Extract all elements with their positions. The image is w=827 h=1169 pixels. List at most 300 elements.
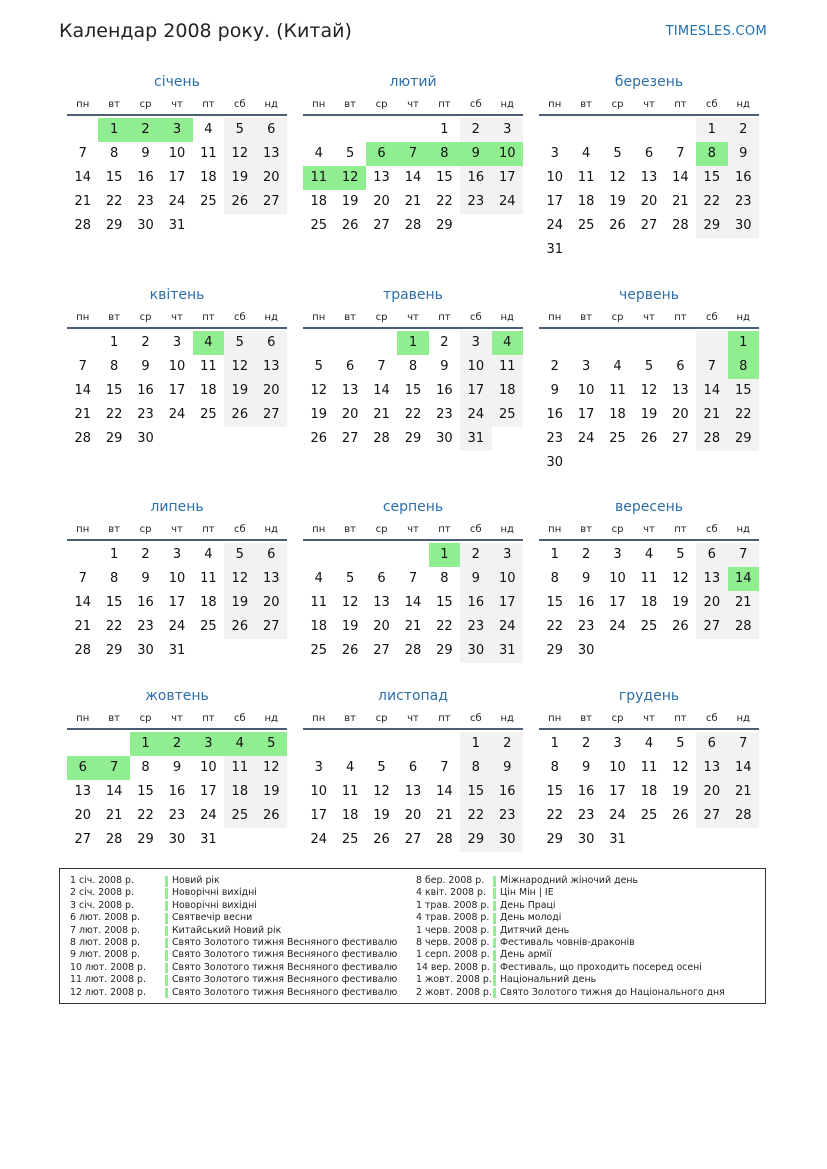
day-cell: 31 [460,427,491,451]
day-cell: 28 [105,832,123,847]
day-cell: 9 [550,383,559,398]
day-cell: 22 [696,190,727,214]
day-cell: 15 [105,170,123,185]
weekday-label: чт [407,713,419,724]
day-cell: 24 [460,403,491,427]
day-cell: 7 [728,732,759,756]
empty-cell [665,331,696,355]
day-cell: 9 [492,756,523,780]
legend-date: 8 лют. 2008 р. [70,936,141,948]
weekday-label: пт [202,312,215,323]
month-name: травень [383,287,443,303]
day-cell: 8 [109,359,119,374]
legend-marker [165,901,168,912]
day-cell: 22 [105,407,123,422]
weekday-header [67,710,287,730]
day-cell: 20 [640,194,658,209]
weekday-header [303,96,523,116]
day-cell: 21 [436,808,453,823]
day-cell: 18 [224,780,255,804]
day-cell: 23 [546,431,563,446]
day-cell: 30 [577,643,595,658]
day-cell: 10 [609,760,626,775]
weekday-label: сб [705,99,718,110]
day-cell: 9 [581,760,591,775]
day-cell: 1 [109,547,119,562]
month-11 [303,686,523,852]
day-cell: 17 [168,595,186,610]
day-cell: 24 [609,808,626,823]
day-cell: 23 [137,619,154,634]
weekday-label: пн [548,524,562,535]
day-cell: 30 [492,828,523,852]
day-cell: 5 [256,732,287,756]
month-name: вересень [614,499,684,515]
day-cell: 26 [373,832,390,847]
weekday-label: вт [580,312,592,323]
weekday-label: пн [548,99,562,110]
month-10 [67,686,287,852]
day-cell: 3 [193,732,224,756]
day-cell: 10 [577,383,595,398]
legend-holiday-name: День Праці [500,899,556,911]
day-cell: 16 [168,784,186,799]
day-cell: 28 [74,431,91,446]
day-cell: 7 [728,543,759,567]
weekday-label: ср [611,524,624,535]
legend-marker [165,876,168,887]
day-cell: 20 [256,591,287,615]
weekday-label: пн [76,713,90,724]
weekday-label: ср [375,524,388,535]
day-cell: 1 [550,547,559,562]
day-cell: 22 [436,194,453,209]
day-cell: 26 [341,643,359,658]
weekday-label: ср [611,713,624,724]
day-cell: 15 [436,595,453,610]
day-cell: 13 [256,355,287,379]
legend-row [70,875,410,887]
legend-marker [493,926,496,937]
weekday-label: пн [76,99,90,110]
day-cell: 4 [345,760,355,775]
day-cell: 8 [550,571,559,586]
month-name: січень [154,74,200,90]
legend-holiday-name: Святвечір весни [172,912,253,924]
day-cell: 8 [696,142,727,166]
day-cell: 23 [137,407,154,422]
empty-cell [397,732,428,756]
day-cell: 22 [105,194,123,209]
day-cell: 27 [256,190,287,214]
day-cell: 7 [397,142,428,166]
month-name: березень [614,74,684,90]
day-cell: 10 [310,784,327,799]
day-cell: 9 [581,571,591,586]
day-cell: 9 [460,567,491,591]
day-cell: 11 [640,571,658,586]
day-cell: 17 [492,166,523,190]
day-cell: 26 [640,431,658,446]
day-cell: 21 [74,194,91,209]
day-cell: 5 [314,359,323,374]
day-cell: 16 [436,383,453,398]
day-cell: 18 [200,170,217,185]
day-cell: 2 [141,335,150,350]
weekday-label: пт [202,524,215,535]
day-cell: 24 [609,619,626,634]
day-cell: 2 [581,547,591,562]
day-cell: 23 [577,619,595,634]
legend-date: 1 січ. 2008 р. [70,875,134,886]
weekday-label: сб [233,312,246,323]
day-cell: 12 [609,170,626,185]
day-cell: 18 [492,379,523,403]
weekday-label: сб [469,312,482,323]
day-cell: 24 [492,615,523,639]
day-cell: 14 [404,170,422,185]
legend-marker [165,988,168,999]
day-cell: 13 [696,567,727,591]
day-cell: 25 [200,194,217,209]
day-cell: 3 [172,547,182,562]
empty-cell [334,732,365,756]
weekday-label: пн [312,524,326,535]
day-cell: 29 [696,214,727,238]
day-cell: 7 [377,359,386,374]
weekday-label: чт [407,99,419,110]
day-cell: 11 [200,571,217,586]
day-cell: 19 [640,407,658,422]
legend-marker [493,901,496,912]
day-cell: 22 [728,403,759,427]
weekday-label: ср [139,99,152,110]
day-cell: 3 [550,146,559,161]
days-grid [539,732,759,852]
weekday-label: чт [171,312,183,323]
day-cell: 29 [546,643,563,658]
day-cell: 8 [460,756,491,780]
site-link[interactable]: TIMESLES.COM [665,24,767,39]
month-8 [303,497,523,663]
legend-row [416,937,761,949]
day-cell: 1 [696,118,727,142]
day-cell: 10 [492,142,523,166]
legend-holiday-name: Свято Золотого тижня Весняного фестивалю [172,974,398,986]
legend-marker [165,963,168,974]
day-cell: 14 [74,170,91,185]
legend-date: 2 жовт. 2008 р. [416,986,492,998]
legend-holiday-name: Свято Золотого тижня Весняного фестивалю [172,961,398,973]
day-cell: 2 [130,118,161,142]
month-name: червень [618,287,680,303]
day-cell: 18 [310,619,327,634]
day-cell: 4 [644,547,654,562]
day-cell: 10 [200,760,217,775]
day-cell: 21 [728,591,759,615]
day-cell: 30 [577,832,595,847]
day-cell: 18 [609,407,626,422]
day-cell: 8 [408,359,418,374]
day-cell: 28 [728,615,759,639]
month-12 [539,686,759,852]
day-cell: 9 [141,571,150,586]
day-cell: 17 [492,591,523,615]
day-cell: 23 [168,808,186,823]
day-cell: 25 [577,218,595,233]
day-cell: 12 [224,355,255,379]
day-cell: 14 [728,756,759,780]
weekday-header [303,309,523,329]
day-cell: 5 [613,146,622,161]
weekday-label: пн [548,312,562,323]
day-cell: 14 [436,784,453,799]
day-cell: 5 [224,543,255,567]
day-cell: 15 [105,383,123,398]
empty-cell [602,331,633,355]
month-9 [539,497,759,663]
legend-row [70,949,410,961]
day-cell: 13 [640,170,658,185]
day-cell: 9 [141,359,150,374]
day-cell: 29 [728,427,759,451]
day-cell: 16 [728,166,759,190]
weekday-label: чт [171,524,183,535]
day-cell: 29 [105,431,123,446]
empty-cell [67,732,98,756]
day-cell: 10 [168,359,186,374]
day-cell: 19 [373,808,390,823]
day-cell: 21 [373,407,390,422]
empty-cell [98,732,129,756]
weekday-label: пн [312,713,326,724]
legend-date: 4 трав. 2008 р. [416,912,490,924]
day-cell: 21 [672,194,689,209]
day-cell: 3 [613,736,622,751]
day-cell: 16 [546,407,563,422]
day-cell: 12 [672,760,689,775]
day-cell: 17 [546,194,563,209]
day-cell: 12 [334,166,365,190]
day-cell: 19 [256,780,287,804]
legend-row [416,962,761,974]
day-cell: 8 [141,760,150,775]
month-name: жовтень [145,688,209,704]
day-cell: 10 [546,170,563,185]
day-cell: 14 [74,383,91,398]
day-cell: 17 [609,595,626,610]
empty-cell [633,118,664,142]
days-grid [67,543,287,663]
empty-cell [67,543,98,567]
empty-cell [67,331,98,355]
day-cell: 26 [672,808,689,823]
empty-cell [539,331,570,355]
day-cell: 28 [74,218,91,233]
empty-cell [334,331,365,355]
legend-row [416,987,761,999]
month-4 [67,285,287,451]
day-cell: 19 [224,379,255,403]
month-3 [539,72,759,262]
day-cell: 13 [404,784,422,799]
day-cell: 22 [404,407,422,422]
day-cell: 14 [404,595,422,610]
day-cell: 15 [105,595,123,610]
day-cell: 27 [672,431,689,446]
month-2 [303,72,523,238]
day-cell: 8 [550,760,559,775]
day-cell: 17 [460,379,491,403]
day-cell: 14 [373,383,390,398]
weekday-label: нд [500,312,514,323]
day-cell: 24 [492,190,523,214]
empty-cell [429,732,460,756]
day-cell: 17 [200,784,217,799]
legend-holiday-name: День молоді [500,912,562,924]
legend-holiday-name: Новорічні вихідні [172,887,257,899]
legend-marker [165,913,168,924]
day-cell: 20 [696,591,727,615]
weekday-label: вт [580,713,592,724]
day-cell: 30 [546,455,563,470]
day-cell: 30 [168,832,186,847]
weekday-label: ср [375,99,388,110]
day-cell: 1 [550,736,559,751]
legend-holiday-name: Китайський Новий рік [172,924,282,936]
day-cell: 8 [429,142,460,166]
legend-row [416,887,761,899]
empty-cell [303,118,334,142]
day-cell: 27 [373,643,390,658]
day-cell: 24 [168,407,186,422]
day-cell: 22 [137,808,154,823]
legend-date: 8 бер. 2008 р. [416,875,485,886]
day-cell: 12 [373,784,390,799]
legend-date: 8 черв. 2008 р. [416,936,490,948]
day-cell: 1 [429,543,460,567]
day-cell: 4 [314,146,323,161]
day-cell: 6 [696,732,727,756]
day-cell: 2 [460,543,491,567]
day-cell: 6 [377,571,386,586]
weekday-label: пт [202,713,215,724]
day-cell: 29 [105,643,123,658]
days-grid [303,732,523,852]
legend-holiday-name: Національний день [500,974,597,986]
day-cell: 1 [440,122,449,137]
legend-column-right [416,875,761,999]
legend-marker [493,913,496,924]
day-cell: 23 [492,804,523,828]
day-cell: 6 [256,331,287,355]
legend-marker [165,938,168,949]
day-cell: 26 [341,218,359,233]
day-cell: 24 [546,218,563,233]
day-cell: 23 [137,194,154,209]
day-cell: 28 [696,427,727,451]
day-cell: 23 [728,190,759,214]
weekday-label: чт [643,312,655,323]
day-cell: 17 [609,784,626,799]
day-cell: 16 [577,595,595,610]
day-cell: 17 [577,407,595,422]
weekday-label: нд [736,524,750,535]
day-cell: 6 [366,142,397,166]
weekday-label: нд [264,312,278,323]
day-cell: 31 [546,242,563,257]
days-grid [303,331,523,451]
day-cell: 12 [224,142,255,166]
day-cell: 13 [341,383,359,398]
day-cell: 28 [436,832,453,847]
weekday-label: ср [611,312,624,323]
day-cell: 6 [408,760,418,775]
weekday-label: нд [500,524,514,535]
legend-date: 14 вер. 2008 р. [416,961,490,973]
day-cell: 1 [98,118,129,142]
day-cell: 3 [581,359,591,374]
day-cell: 2 [492,732,523,756]
day-cell: 26 [672,619,689,634]
day-cell: 6 [256,118,287,142]
day-cell: 6 [644,146,654,161]
day-cell: 17 [310,808,327,823]
empty-cell [570,118,601,142]
day-cell: 14 [74,595,91,610]
day-cell: 9 [460,142,491,166]
days-grid [303,543,523,663]
weekday-header [67,96,287,116]
days-grid [67,732,287,852]
day-cell: 28 [373,431,390,446]
day-cell: 23 [577,808,595,823]
day-cell: 4 [204,547,213,562]
day-cell: 12 [672,571,689,586]
days-grid [539,118,759,262]
day-cell: 15 [436,170,453,185]
legend-marker [493,876,496,887]
day-cell: 15 [696,166,727,190]
day-cell: 13 [256,142,287,166]
legend-row [416,900,761,912]
legend-marker [493,888,496,899]
legend-row [70,887,410,899]
weekday-header [539,309,759,329]
day-cell: 3 [613,547,622,562]
day-cell: 8 [109,571,119,586]
weekday-label: сб [469,713,482,724]
weekday-label: пт [438,524,451,535]
weekday-label: нд [736,99,750,110]
day-cell: 8 [440,571,449,586]
day-cell: 22 [460,804,491,828]
legend-row [70,962,410,974]
empty-cell [696,331,727,355]
day-cell: 26 [224,190,255,214]
weekday-label: чт [643,524,655,535]
day-cell: 11 [310,595,327,610]
weekday-label: вт [344,312,356,323]
month-name: листопад [378,688,448,704]
weekday-label: нд [500,99,514,110]
day-cell: 20 [404,808,422,823]
day-cell: 14 [672,170,689,185]
day-cell: 22 [546,619,563,634]
legend-marker [165,975,168,986]
day-cell: 13 [373,595,390,610]
weekday-label: пт [438,312,451,323]
